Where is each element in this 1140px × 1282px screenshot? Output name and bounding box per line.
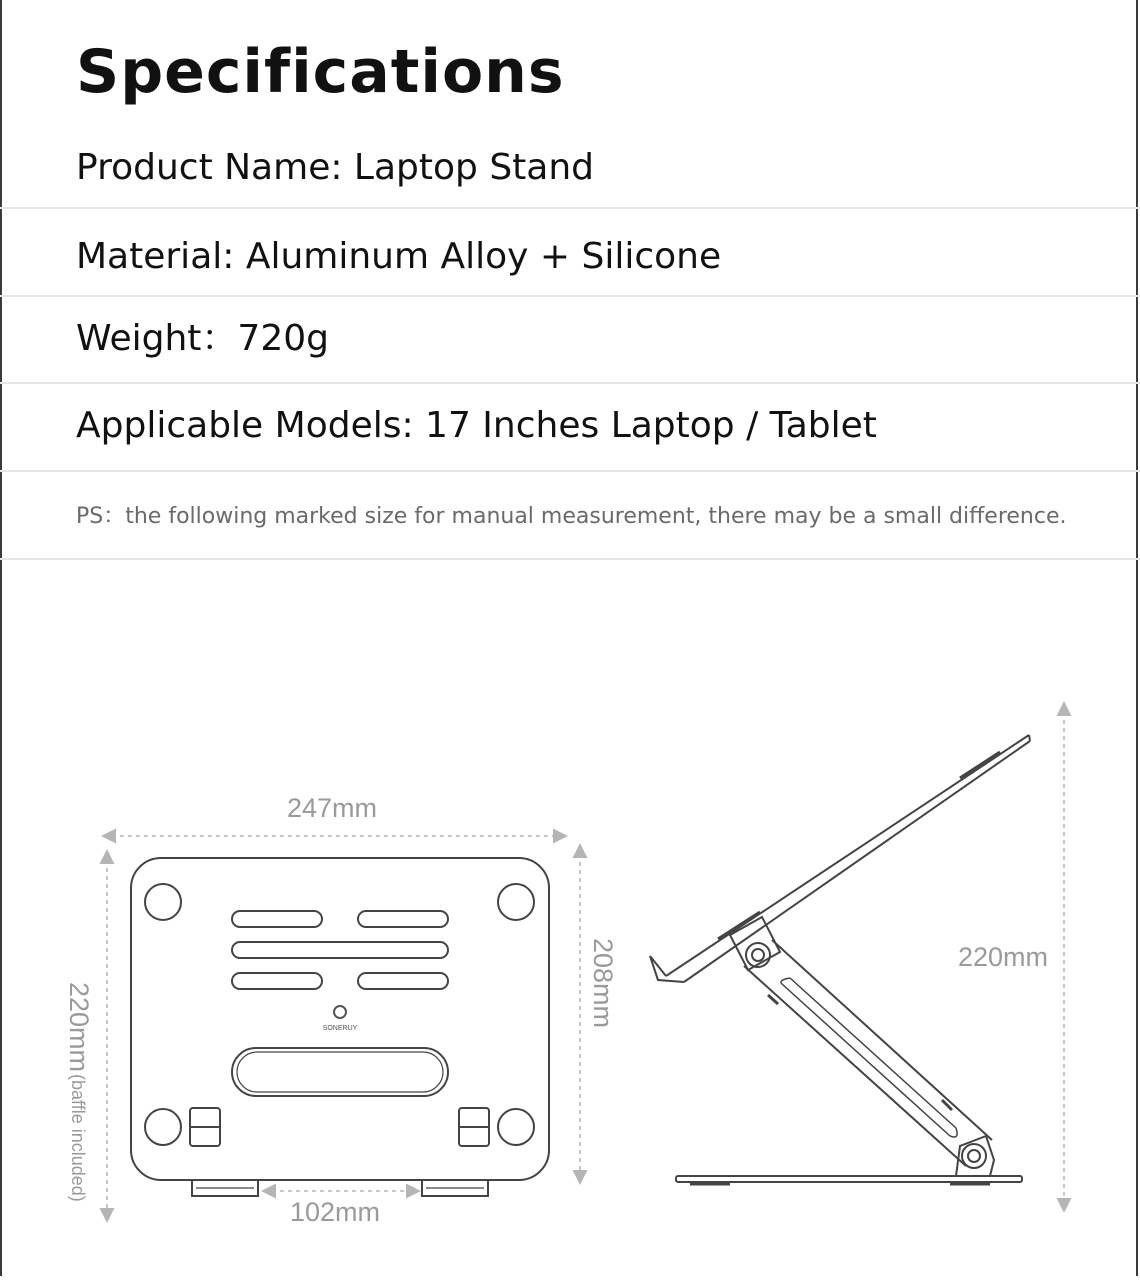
vent-slot — [232, 973, 322, 989]
width-label: 247mm — [286, 793, 378, 823]
brand-logo-mark — [334, 1006, 346, 1018]
arm-slot — [782, 978, 956, 1136]
front-lip — [650, 956, 684, 982]
side-base — [676, 1176, 1022, 1182]
divider — [0, 295, 1140, 297]
height-right-label: 220mm — [957, 942, 1049, 972]
side-plate-edge — [1029, 735, 1030, 741]
vent-slot — [358, 973, 448, 989]
brand-name: SONERUY — [322, 1025, 358, 1032]
height-left-label: 220mm — [64, 982, 94, 1073]
hinge-pin — [968, 1150, 980, 1162]
measurement-note: PS：the following marked size for manual measurement, there may be a small difference. — [76, 504, 1067, 529]
spec-text: Material: Aluminum Alloy + Silicone — [76, 236, 722, 277]
plate-hole — [498, 1109, 534, 1145]
feet-gap-label: 102mm — [289, 1197, 381, 1227]
divider — [0, 382, 1140, 384]
handle-slot-inner — [237, 1052, 443, 1092]
plate-hole — [145, 1109, 181, 1145]
height-left-label-group — [64, 982, 94, 1202]
arm-slot-end — [781, 978, 957, 1137]
hinge-circle — [962, 1144, 986, 1168]
spec-text: Applicable Models: 17 Inches Laptop / Tablet — [76, 405, 877, 446]
vent-slot — [232, 911, 322, 927]
spec-text: Weight：720g — [76, 318, 329, 359]
support-arm — [744, 940, 992, 1166]
vent-slot — [358, 911, 448, 927]
plate-hole — [498, 884, 534, 920]
page-title: Specifications — [76, 37, 565, 107]
depth-label: 208mm — [588, 937, 618, 1029]
dimension-diagram — [0, 560, 1140, 1278]
height-left-sublabel: (baffle included) — [68, 1074, 88, 1202]
divider — [0, 207, 1140, 209]
vent-slot — [232, 942, 448, 958]
divider — [0, 470, 1140, 472]
side-plate — [666, 735, 1029, 976]
handle-slot — [232, 1048, 448, 1096]
plate-hole — [145, 884, 181, 920]
spec-text: Product Name: Laptop Stand — [76, 147, 595, 188]
product-dimension-figure — [0, 560, 1140, 1278]
plate-pad — [718, 912, 760, 939]
hinge-pin — [752, 949, 764, 961]
brand-logo — [323, 1006, 358, 1032]
